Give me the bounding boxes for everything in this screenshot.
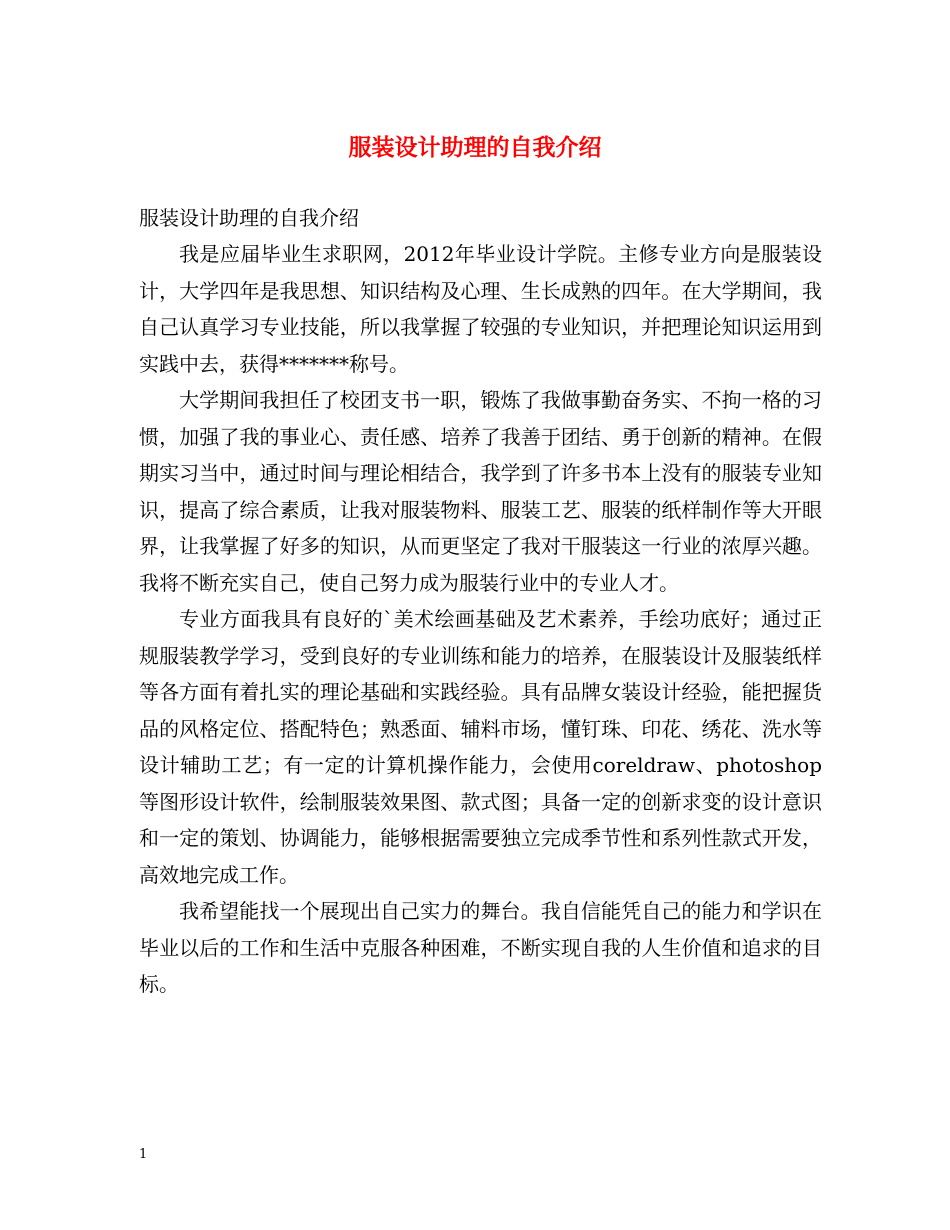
- paragraph-3: 专业方面我具有良好的`美术绘画基础及艺术素养，手绘功底好；通过正规服装教学学习，受到良好的专业训练和能力的培养，在服装设计及服装纸样等各方面有着扎实的理论基础和实践经验。具有品牌女装设计经验，能把握货品的风格定位、搭配特色；熟悉面、辅料市场，懂钉珠、印花、绣花、洗水等设计辅助工艺；有一定的计算机操作能力，会使用coreldraw、photoshop等图形设计软件，绘制服装效果图、款式图；具备一定的创新求变的设计意识和一定的策划、协调能力，能够根据需要独立完成季节性和系列性款式开发，高效地完成工作。: [139, 607, 822, 887]
- document-title: 服装设计助理的自我介绍: [348, 134, 602, 161]
- paragraph-1: 我是应届毕业生求职网，2012年毕业设计学院。主修专业方向是服装设计，大学四年是我思想、知识结构及心理、生长成熟的四年。在大学期间，我自己认真学习专业技能，所以我掌握了较强的专业知识，并把理论知识运用到实践中去，获得*******称号。: [139, 242, 822, 376]
- document-body: [139, 200, 822, 1003]
- paragraph-2: 大学期间我担任了校团支书一职，锻炼了我做事勤奋务实、不拘一格的习惯，加强了我的事业心、责任感、培养了我善于团结、勇于创新的精神。在假期实习当中，通过时间与理论相结合，我学到了许多书本上没有的服装专业知识，提高了综合素质，让我对服装物料、服装工艺、服装的纸样制作等大开眼界，让我掌握了好多的知识，从而更坚定了我对干服装这一行业的浓厚兴趣。我将不断充实自己，使自己努力成为服装行业中的专业人才。: [139, 388, 822, 595]
- document-subtitle: 服装设计助理的自我介绍: [139, 206, 359, 230]
- page-number: 1: [139, 1147, 148, 1162]
- paragraph-4: 我希望能找一个展现出自己实力的舞台。我自信能凭自己的能力和学识在毕业以后的工作和生活中克服各种困难，不断实现自我的人生价值和追求的目标。: [139, 899, 822, 996]
